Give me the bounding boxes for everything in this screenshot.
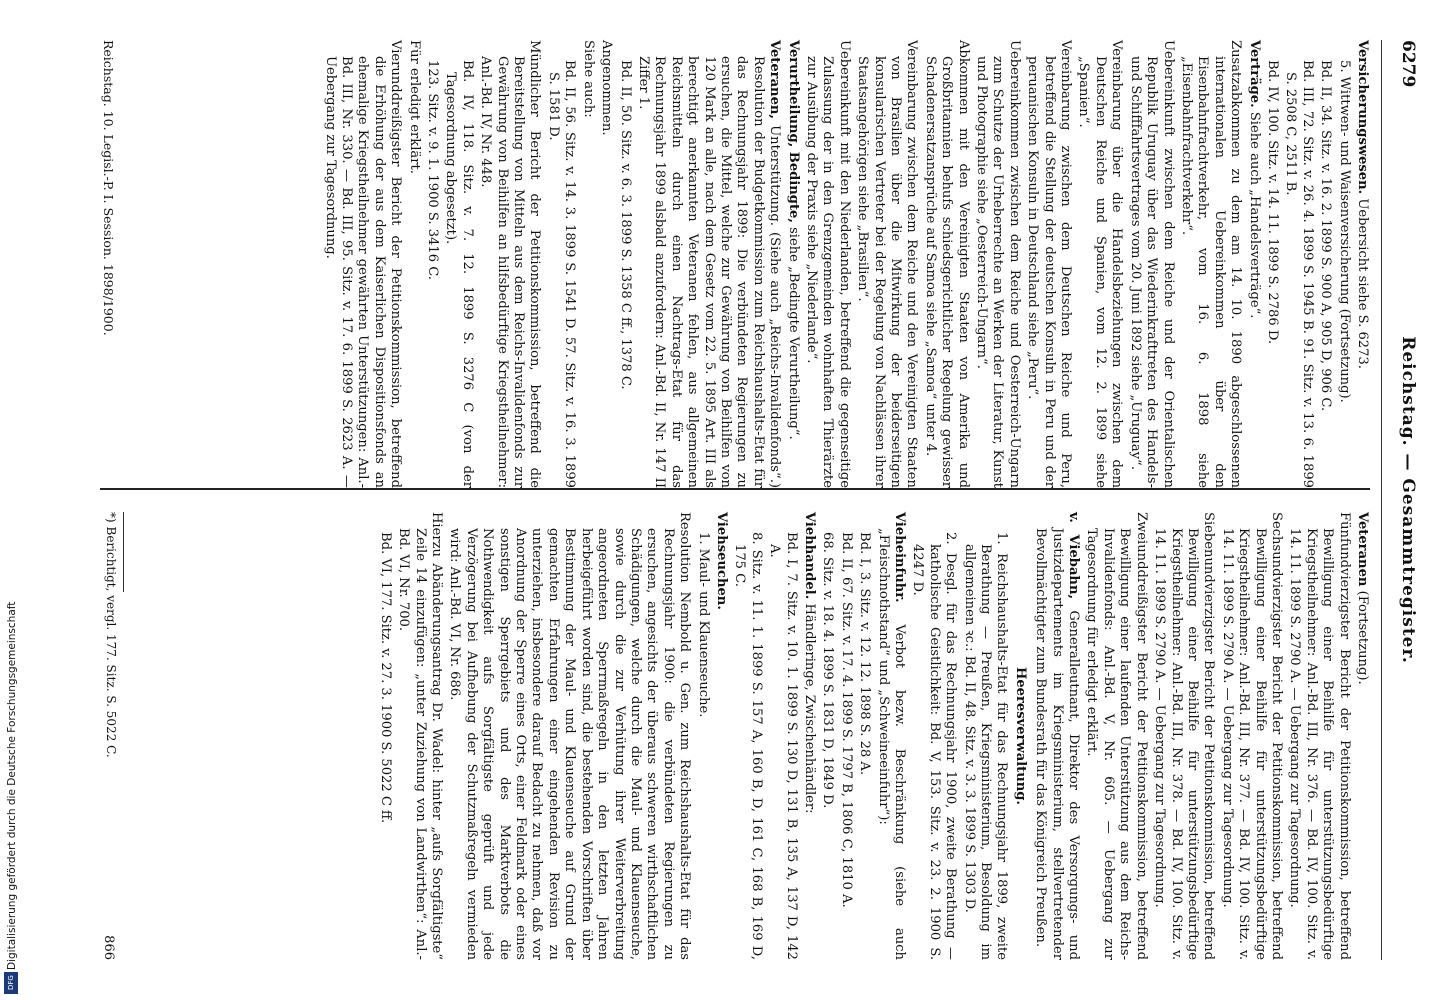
footnote-rule — [123, 512, 124, 592]
index-entry — [405, 40, 421, 488]
index-entry — [545, 40, 578, 488]
column-divider — [100, 488, 1370, 490]
entry-text: 1. Maul- und Klauenseuche. — [695, 532, 711, 718]
entry-text: Unterstützung. (Siehe auch „Reichs-Invalidenfonds“.) Resolution der Budgetkommission zum Reichshaushalts-Etat für das Rechnungsjahr 1899: Die verbündeten Regierungen zu ersuchen, die Mittel, welche zur Gewährung von Beihilfen von 120 Mark an alle, nach dem Gesetz vom 22. 5. 1895 Art. III als berechtigt anerkannten Veteranen fehlen, aus allgemeinen Reichsmitteln durch einen Nachtrags-Etat für das Rechnungsjahr 1899 alsbald anzufordern: Anl.-Bd. II, Nr. 147 II Ziffer 1. — [635, 56, 783, 488]
entry-text: 68. Sitz. v. 18. 4. 1899 S. 1831 D, 1849 D. — [820, 532, 836, 809]
index-entry — [1075, 40, 1124, 488]
index-entry — [579, 40, 595, 488]
entry-keyword: Versicherungswesen. — [1355, 40, 1370, 195]
index-entry — [395, 512, 444, 960]
index-entry — [598, 40, 614, 488]
index-entry — [837, 512, 853, 960]
index-entry — [1151, 512, 1217, 960]
entry-text: (Fortsetzung). — [1355, 586, 1370, 685]
watermark-text: Digitalisierung gefördert durch die Deutsche Forschungsgemeinschaft — [6, 601, 18, 970]
index-entry — [635, 40, 783, 488]
entry-text: 123. Sitz. v. 9. 1. 1900 S. 3416 C. — [425, 60, 441, 280]
entry-text: Uebereinkunft mit den Niederlanden, betreffend die gegenseitige Zulassung der in den Grenzgemeinden wohnhaften Thierärzte zur Ausübung der Praxis siehe „Niederlande“. — [804, 40, 852, 488]
entry-text: Hierzu Abänderungsantrag Dr. Wadel: hinter „aufs Sorgfältigste“ Zeile 14 einzufügen: „unter Zuziehung von Landwirthen“: Anl.-Bd. VI, Nr. 700. — [396, 512, 445, 960]
entry-keyword: v. Viebahn, — [1066, 512, 1082, 600]
index-entry — [1024, 40, 1073, 488]
entry-keyword: Verurtheilung, Bedingte, — [785, 40, 801, 223]
dfg-logo: DFG — [4, 972, 18, 994]
index-entry — [1245, 40, 1261, 488]
entry-text: Bd. II, 67. Sitz. v. 17. 4. 1899 S. 1797 B, 1806 C, 1810 A. — [838, 532, 854, 908]
entry-keyword: Verträge. — [1246, 40, 1262, 108]
entry-text: 5. Wittwen- und Waisenversicherung (Fortsetzung). — [1336, 60, 1352, 403]
entry-text: Vereinbarung zwischen dem Deutschen Reiche und Peru, betreffend die Stellung der deutschen Konsuln in Peru und der peruanischen Konsuln in Deutschland siehe „Peru“. — [1025, 40, 1074, 488]
index-entry — [819, 512, 835, 960]
footnote: *) Berichtigt, vergl. 177. Sitz. S. 5022 C. — [104, 512, 118, 758]
entry-text: Sechsundvierzigster Bericht der Petitionskommission, betreffend Bewilligung einer Beihilfe für unterstützungsbedürftige Kriegstheilnehmer: Anl.-Bd. III, Nr. 377. — Bd. IV, 100. Sitz. v. 14. 11. 1899 S. 2790 A. — Uebergang zur Tagesordnung. — [1219, 512, 1284, 960]
index-entry — [1354, 40, 1370, 488]
index-entry — [1032, 512, 1081, 960]
entry-text: Fünfundvierzigster Bericht der Petitionskommission, betreffend Bewilligung einer Beihilfe für unterstützungsbedürftige Kriegstheilnehmer: Anl.-Bd. III, Nr. 376. — Bd. IV, 100. Sitz. v. 14. 11. 1899 S. 2790 A. — Uebergang zur Tagesordnung. — [1287, 512, 1352, 960]
index-entry — [874, 512, 907, 960]
right-column — [374, 512, 1370, 960]
index-entry — [801, 512, 817, 960]
index-entry — [321, 40, 403, 488]
index-entry — [442, 40, 475, 488]
entry-text: Siebenundvierzigster Bericht der Petitionskommission, betreffend Bewilligung einer Beihilfe für unterstützungsbedürftige Kriegstheilnehmer: Anl.-Bd. III, Nr. 378. — Bd. IV, 100. Sitz. v. 14. 11. 1899 S. 2790 A. — Uebergang zur Tagesordnung. — [1152, 512, 1217, 960]
index-entry — [1264, 40, 1280, 488]
entry-text: 8. Sitz. v. 11. 1. 1899 S. 157 A, 160 B, D, 161 C, 168 B, 169 D, 175 C. — [732, 532, 764, 960]
entry-text: Siehe auch: — [580, 40, 596, 118]
entry-text: 2. Desgl. für das Rechnungsjahr 1900, zweite Berathung — katholische Geistlichkeit: Bd. V, 153. Sitz. v. 23. 2. 1900 S. 4247 D. — [910, 532, 959, 960]
footer-session: Reichstag. 10. Legisl.-P. I. Session. 1898/1900. — [101, 40, 116, 336]
entry-text: Bd. II, 34. Sitz. v. 16. 2. 1899 S. 900 A, 905 D, 906 C. — [1318, 60, 1334, 412]
entry-text: Siehe auch „Handelsverträge“. — [1246, 107, 1262, 319]
entry-keyword: Viehhandel. — [802, 512, 817, 600]
entry-text: Vierunddreißigster Bericht der Petitionskommission, betreffend die Erhöhung der aus dem Kaiserlichen Dispositionsfonds an ehemalige Kriegstheilnehmer gewährten Unterstützungen: Anl.-Bd. III, Nr. 330. — Bd. III, 95. Sitz. v. 17. 6. 1899 S. 2623 A. — Uebergang zur Tagesordnung. — [322, 40, 404, 488]
entry-text: Heeresverwaltung. — [1012, 666, 1028, 805]
entry-text: Bd. II, 56. Sitz. v. 14. 3. 1899 S. 1541 D. 57. Sitz. v. 16. 3. 1899 S. 1581 D. — [545, 60, 578, 488]
page-header — [1388, 40, 1418, 960]
header-rule — [1381, 40, 1382, 960]
index-entry — [1335, 40, 1351, 488]
entry-keyword: Veteranen, — [767, 40, 783, 119]
entry-text: Generalleutnant, Direktor des Versorgungs- und Justizdepartements im Kriegsministerium, stellvertretender Bevollmächtigter zum Bundesrath für das Königreich Preußen. — [1033, 528, 1082, 960]
index-entry — [909, 512, 958, 960]
index-entry — [376, 512, 392, 960]
index-entry — [446, 512, 692, 960]
index-entry — [713, 512, 729, 960]
entry-text: Abkommen mit den Vereinigten Staaten von Amerika und Großbritannien behufs schiedsgerichtlicher Regelung gewisser Schadenersatzansprüche auf Samoa siehe „Samoa“ unter 4. — [922, 40, 971, 488]
index-entry — [1218, 512, 1284, 960]
index-entry — [477, 40, 543, 488]
entry-text: Uebersicht siehe S. 6273. — [1355, 194, 1370, 369]
entry-text: Zweiunddreißigster Bericht der Petitionskommission, betreffend Bewilligung einer laufenden Unterstützung aus dem Reichs-Invalidenfonds: Anl.-Bd. V, Nr. 605. — Uebergang zur Tagesordnung für erledigt erklärt. — [1084, 512, 1149, 960]
entry-text: Verbot bezw. Beschränkung (siehe auch „Fleischnothstand“ und „Schweineeinfuhr“): — [875, 528, 908, 960]
index-entry — [766, 512, 799, 960]
entry-text: Angenommen. — [599, 40, 615, 136]
running-title: Reichstag. — Gesammtregister. — [1398, 336, 1418, 664]
entry-text: Für erledigt erklärt. — [406, 40, 422, 174]
index-entry — [960, 512, 1009, 960]
entry-text: Bd. IV, 100. Sitz. v. 14. 11. 1899 S. 2786 D. — [1264, 60, 1280, 345]
entry-text: Uebereinkunft zwischen dem Reiche und der Orientalischen Republik Uruguay über das Wiederinkrafttreten des Handels- und Schifffahrtsvertrages vom 20. Juni 1892 siehe „Uruguay“. — [1127, 40, 1176, 488]
index-entry — [731, 512, 764, 960]
index-entry — [784, 40, 800, 488]
footer-page-number: 866 — [101, 935, 116, 960]
index-entry — [854, 40, 920, 488]
entry-text: Bd. IV, 118. Sitz. v. 7. 12. 1899 S. 3276 C (von der Tagesordnung abgesetzt). — [443, 60, 475, 488]
index-entry — [424, 40, 440, 488]
entry-text: Bd. II, 50. Sitz. v. 6. 3. 1899 S. 1358 C ff., 1378 C. — [617, 60, 633, 390]
index-entry — [1354, 512, 1370, 960]
entry-text: 1. Reichshaushalts-Etat für das Rechnungsjahr 1899, zweite Berathung — Preußen, Kriegsministerium, Besoldung im allgemeinen ꝛc.: Bd. II, 48. Sitz. v. 3. 3. 1899 S. 1303 D. — [961, 532, 1010, 960]
entry-text: Vereinbarung über die Handelsbeziehungen zwischen dem Deutschen Reiche und Spanien, vom 12. 2. 1899 siehe „Spanien“. — [1076, 40, 1125, 488]
index-entry — [1083, 512, 1149, 960]
index-entry — [803, 40, 852, 488]
entry-keyword: Vieheinfuhr. — [892, 512, 908, 603]
entry-text: Händleringe, Zwischenhändler: — [802, 599, 817, 814]
entry-text: Vereinbarung zwischen dem Reiche und den Vereinigten Staaten von Brasilien über die Mitwirkung der beiderseitigen konsularischen Vertreter bei der Regelung von Nachlässen ihrer Staatsangehörigen siehe „Brasilien“. — [855, 40, 920, 488]
index-entry — [921, 40, 970, 488]
page-number: 6279 — [1398, 40, 1418, 88]
index-entry — [1178, 40, 1244, 488]
entry-text: Bd. III, 72. Sitz. v. 26. 4. 1899 S. 1945 B. 91. Sitz. v. 13. 6. 1899 S. 2508 C, 2511 B. — [1283, 60, 1315, 488]
index-entry — [973, 40, 1022, 488]
entry-text: Uebereinkommen zwischen dem Reiche und Oesterreich-Ungarn zum Schutze der Urheberrechte an Werken der Literatur, Kunst und Photographie siehe „Oesterreich-Ungarn“. — [974, 40, 1022, 488]
index-entry — [1317, 40, 1333, 488]
index-entry — [616, 40, 632, 488]
entry-text: siehe „Bedingte Verurtheilung“. — [785, 222, 801, 440]
entry-text: Bd. I, 7. Sitz. v. 10. 1. 1899 S. 130 D, 131 B, 135 A, 137 D, 142 A. — [767, 532, 799, 960]
index-entry — [1011, 512, 1027, 960]
entry-keyword: Veteranen — [1355, 512, 1370, 587]
entry-text: Mündlicher Bericht der Petitionskommission, betreffend die Bereitstellung von Mitteln aus dem Reichs-Invalidenfonds zur Gewährung von Beihilfen an hilfsbedürftige Kriegstheilnehmer: Anl.-Bd. IV, Nr. 448. — [478, 40, 543, 488]
index-entry — [1286, 512, 1352, 960]
entry-keyword: Viehseuchen. — [713, 512, 729, 610]
digitization-watermark — [4, 600, 20, 995]
index-entry — [1282, 40, 1315, 488]
entry-text: Resolution Nembold u. Gen. zum Reichshaushalts-Etat für das Rechnungsjahr 1900: die verbündeten Regierungen zu ersuchen, angesichts der überaus schweren wirthschaftlichen Schädigungen, welche durch die Maul- und Klauenseuche, sowie durch die zur Verhütung ihrer Weiterverbreitung angeordneten Sperrmaßregeln in den letzten Jahren herbeigeführt worden sind, die bestehenden Vorschriften über Bestimmung der Maul- und Klauenseuche auf Grund der gemachten Erfahrungen einer eingehenden Revision zu unterziehen, insbesondere darauf Bedacht zu nehmen, daß vor Anordnung der Sperre eines Orts, einer Feldmark oder eines sonstigen Sperrgebiets und des Marktverbots die Nothwendigkeit aufs Sorgfältigste geprüft und jede Verzögerung bei Aufhebung der Schutzmaßregeln vermieden wird: Anl.-Bd. VI, Nr. 686. — [447, 512, 693, 960]
index-entry — [694, 512, 710, 960]
entry-text: Zusatzabkommen zu dem am 14. 10. 1890 abgeschlossenen internationalen Uebereinkommen über den Eisenbahnfrachtverkehr, vom 16. 6. 1898 siehe „Eisenbahnfrachtverkehr“. — [1178, 40, 1244, 488]
index-entry — [1126, 40, 1175, 488]
entry-text: Bd. I, 3. Sitz. v. 12. 12. 1898 S. 28 A. — [857, 532, 873, 776]
entry-text: Bd. VI, 177. Sitz. v. 27. 3. 1900 S. 5022 C ff. — [377, 532, 393, 824]
index-entry — [856, 512, 872, 960]
left-column — [319, 40, 1370, 488]
